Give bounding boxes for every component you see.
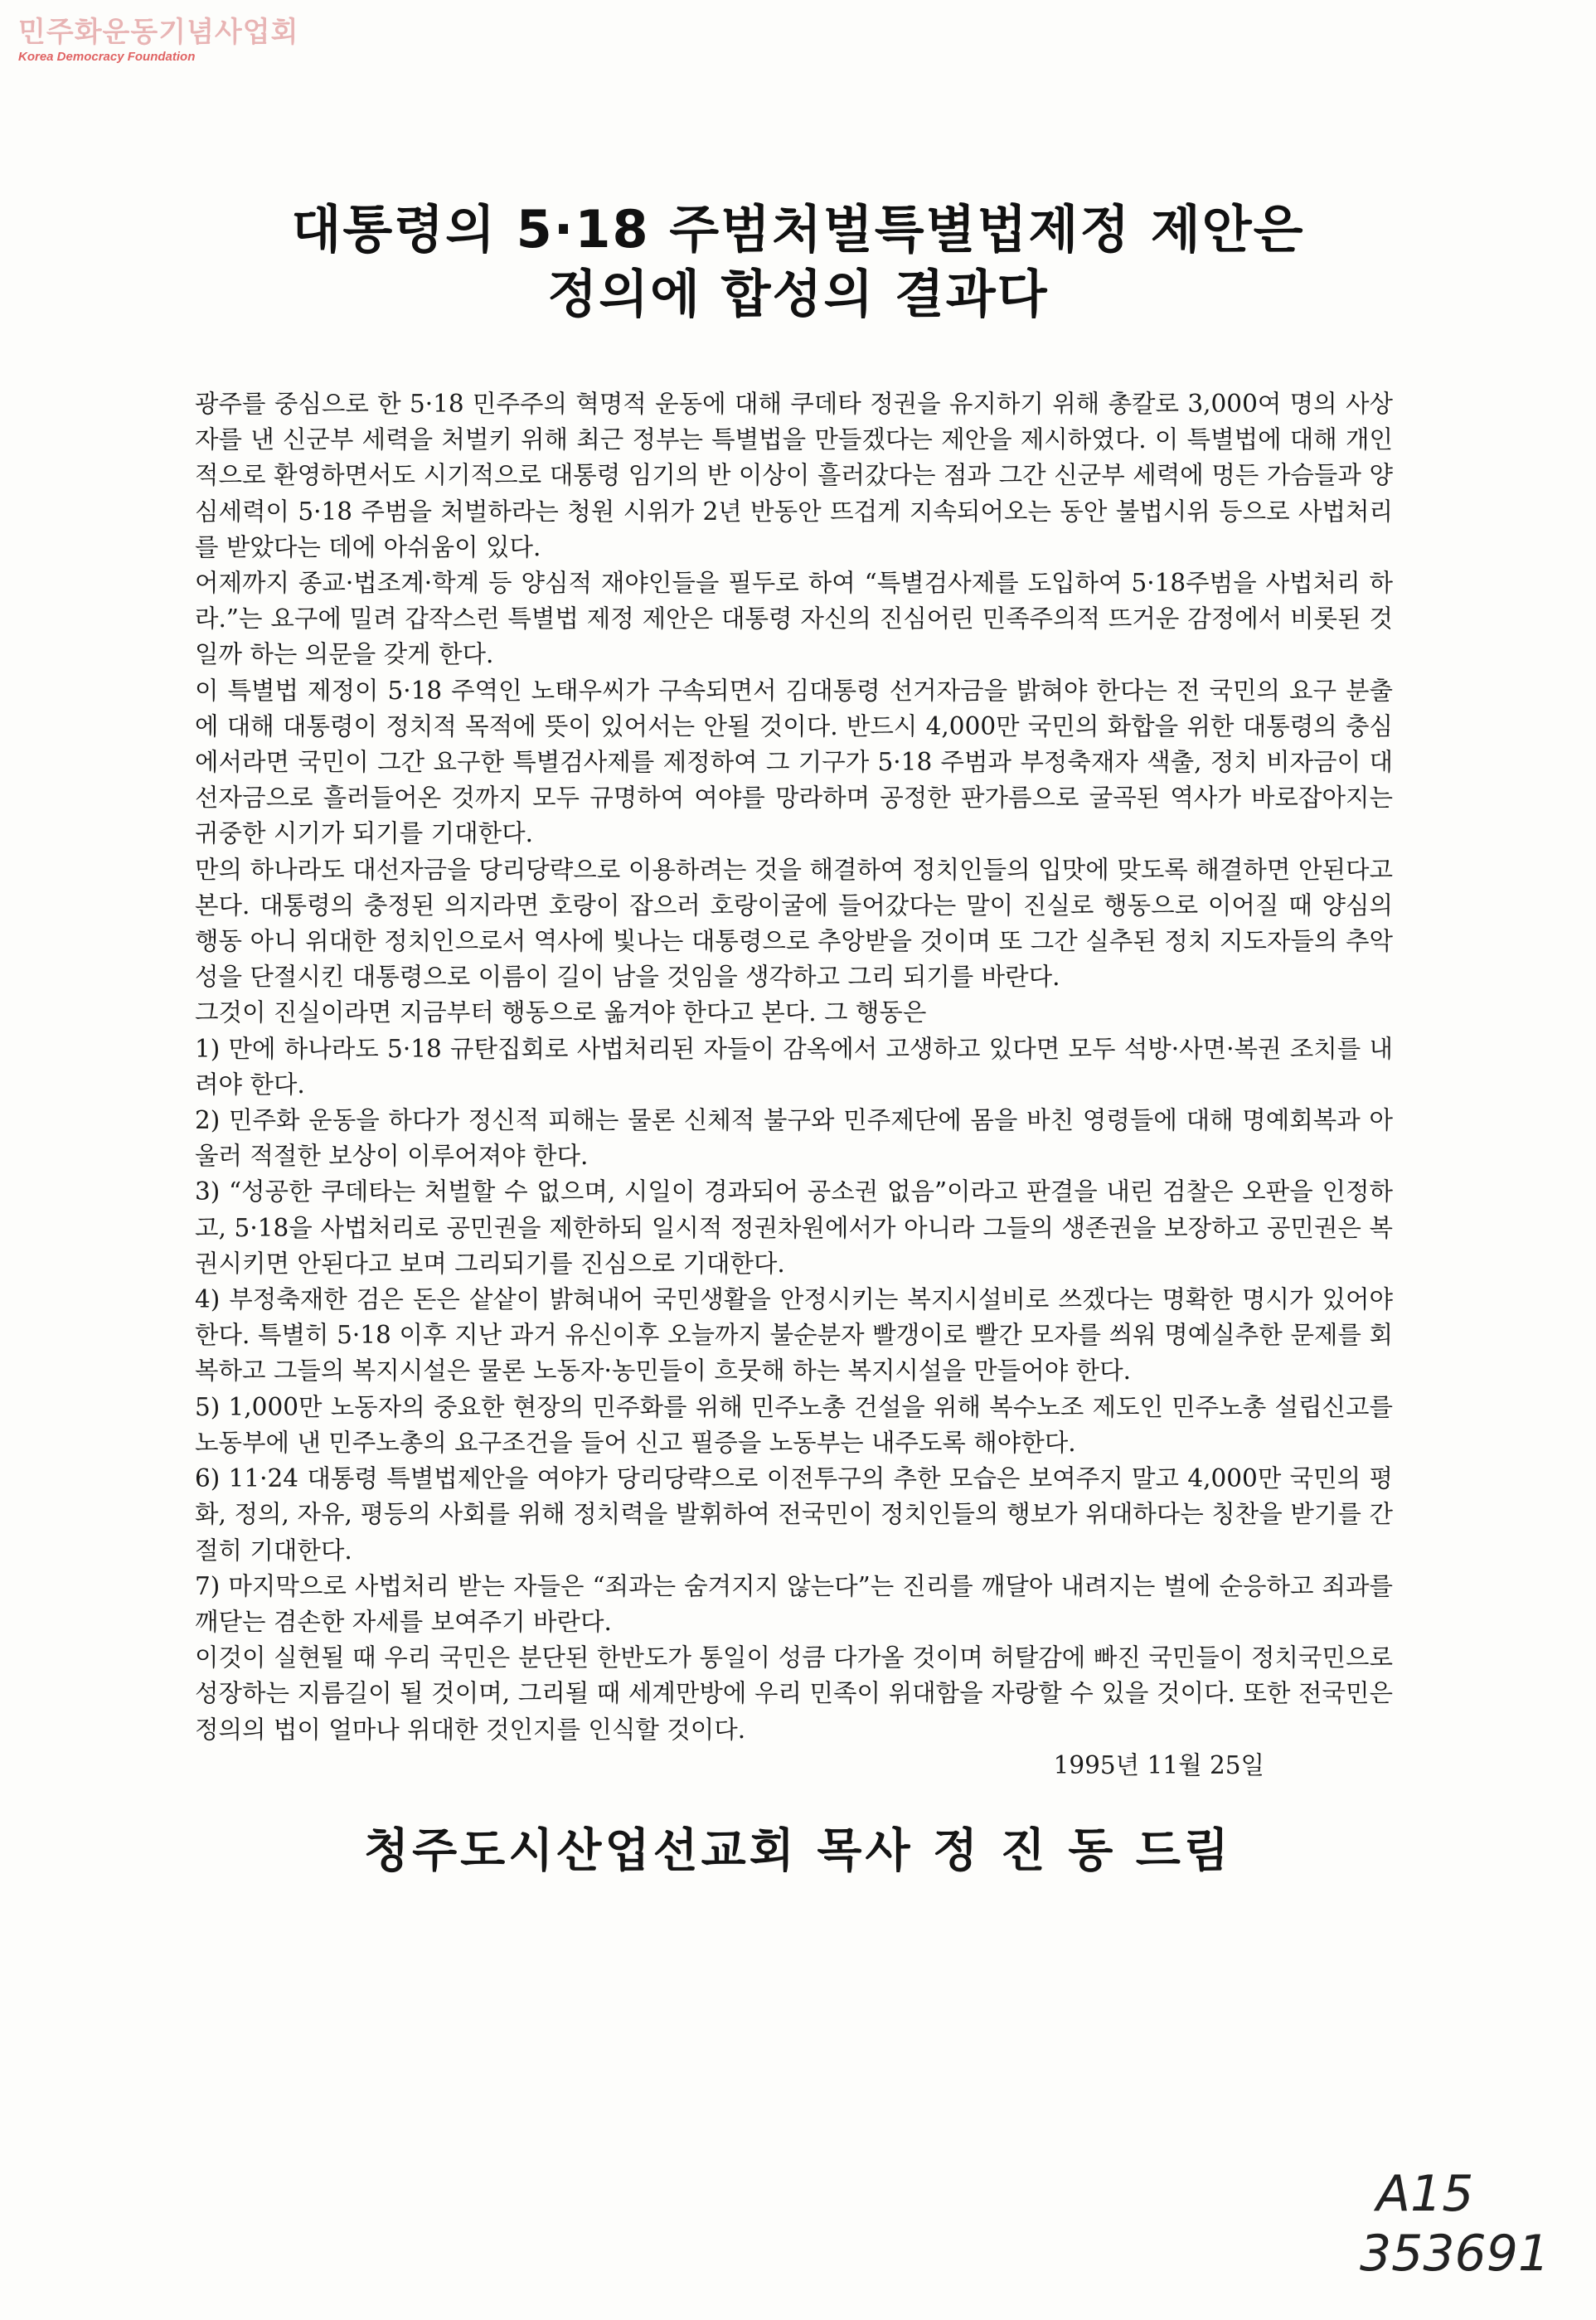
handwritten-annotation xyxy=(1360,2164,1550,2284)
watermark-korean: 민주화운동기념사업회 xyxy=(18,16,299,49)
watermark-english: Korea Democracy Foundation xyxy=(18,50,196,64)
watermark-logo xyxy=(18,15,298,65)
list-item: 2) 민주화 운동을 하다가 정신적 피해는 물론 신체적 불구와 민주제단에 몸을 바친 영령들에 대해 명예회복과 아울러 적절한 보상이 이루어져야 한다. xyxy=(195,1106,1393,1171)
signature-line: 청주도시산업선교회 목사 정 진 동 드림 xyxy=(363,1824,1233,1878)
document-body xyxy=(195,386,1393,1784)
document-date: 1995년 11월 25일 xyxy=(1053,1750,1264,1779)
annotation-line-1: A15 xyxy=(1376,2165,1474,2223)
paragraph: 이 특별법 제정이 5·18 주역인 노태우씨가 구속되면서 김대통령 선거자금을 밝혀야 한다는 전 국민의 요구 분출에 대해 대통령이 정치적 목적에 뜻이 있어서는 안될 것이다. 반드시 4,000만 국민의 화합을 위한 대통령의 충심에서라면 국민이 그간 요구한 특별검사제를 제정하여 그 기구가 5·18 주범과 부정축재자 색출, 정치 비자금이 대선자금으로 흘러들어온 것까지 모두 규명하여 여야를 망라하며 공정한 판가름으로 굴곡된 역사가 바로잡아지는 귀중한 시기가 되기를 기대한다. xyxy=(195,676,1393,848)
list-item: 4) 부정축재한 검은 돈은 샅샅이 밝혀내어 국민생활을 안정시키는 복지시설비로 쓰겠다는 명확한 명시가 있어야 한다. 특별히 5·18 이후 지난 과거 유신이후 오늘까지 불순분자 빨갱이로 빨간 모자를 씌워 명예실추한 문제를 회복하고 그들의 복지시설은 물론 노동자·농민들이 흐뭇해 하는 복지시설을 만들어야 한다. xyxy=(195,1285,1393,1386)
list-item: 7) 마지막으로 사법처리 받는 자들은 “죄과는 숨겨지지 않는다”는 진리를 깨달아 내려지는 벌에 순응하고 죄과를 깨닫는 겸손한 자세를 보여주기 바란다. xyxy=(195,1571,1393,1636)
paragraph: 어제까지 종교·법조계·학계 등 양심적 재야인들을 필두로 하여 “특별검사제를 도입하여 5·18주범을 사법처리 하라.”는 요구에 밀려 갑작스런 특별법 제정 제안은 대통령 자신의 진심어린 민족주의적 뜨거운 감정에서 비롯된 것일까 하는 의문을 갖게 한다. xyxy=(195,569,1393,669)
paragraph: 그것이 진실이라면 지금부터 행동으로 옮겨야 한다고 본다. 그 행동은 xyxy=(195,998,927,1027)
document-title xyxy=(0,197,1596,327)
list-item: 1) 만에 하나라도 5·18 규탄집회로 사법처리된 자들이 감옥에서 고생하고 있다면 모두 석방·사면·복권 조치를 내려야 한다. xyxy=(195,1034,1393,1099)
paragraph: 만의 하나라도 대선자금을 당리당략으로 이용하려는 것을 해결하여 정치인들의 입맛에 맞도록 해결하면 안된다고 본다. 대통령의 충정된 의지라면 호랑이 잡으러 호랑이굴에 들어갔다는 말이 진실로 행동으로 이어질 때 양심의 행동 아니 위대한 정치인으로서 역사에 빛나는 대통령으로 추앙받을 것이며 또 그간 실추된 정치 지도자들의 추악성을 단절시킨 대통령으로 이름이 길이 남을 것임을 생각하고 그리 되기를 바란다. xyxy=(195,855,1393,992)
paragraph: 광주를 중심으로 한 5·18 민주주의 혁명적 운동에 대해 쿠데타 정권을 유지하기 위해 총칼로 3,000여 명의 사상자를 낸 신군부 세력을 처벌키 위해 최근 정부는 특별법을 만들겠다는 제안을 제시하였다. 이 특별법에 대해 개인적으로 환영하면서도 시기적으로 대통령 임기의 반 이상이 흘러갔다는 점과 그간 신군부 세력에 멍든 가슴들과 양심세력이 5·18 주범을 처벌하라는 청원 시위가 2년 반동안 뜨겁게 지속되어오는 동안 불법시위 등으로 사법처리를 받았다는 데에 아쉬움이 있다. xyxy=(195,390,1393,561)
annotation-line-2: 353691 xyxy=(1360,2225,1550,2283)
list-item: 6) 11·24 대통령 특별법제안을 여야가 당리당략으로 이전투구의 추한 모습은 보여주지 말고 4,000만 국민의 평화, 정의, 자유, 평등의 사회를 위해 정치력을 발휘하여 전국민이 정치인들의 행보가 위대하다는 칭찬을 받기를 간절히 기대한다. xyxy=(195,1464,1393,1565)
paragraph: 이것이 실현될 때 우리 국민은 분단된 한반도가 통일이 성큼 다가올 것이며 허탈감에 빠진 국민들이 정치국민으로 성장하는 지름길이 될 것이며, 그리될 때 세계만방에 우리 민족이 위대함을 자랑할 수 있을 것이다. 또한 전국민은 정의의 법이 얼마나 위대한 것인지를 인식할 것이다. xyxy=(195,1643,1393,1744)
list-item: 5) 1,000만 노동자의 중요한 현장의 민주화를 위해 민주노총 건설을 위해 복수노조 제도인 민주노총 설립신고를 노동부에 낸 민주노총의 요구조건을 들어 신고 필증을 노동부는 내주도록 해야한다. xyxy=(195,1392,1393,1457)
title-line-2: 정의에 합성의 결과다 xyxy=(547,264,1049,324)
list-item: 3) “성공한 쿠데타는 처벌할 수 없으며, 시일이 경과되어 공소권 없음”이라고 판결을 내린 검찰은 오판을 인정하고, 5·18을 사법처리로 공민권을 제한하되 일시적 정권차원에서가 아니라 그들의 생존권을 보장하고 공민권은 복권시키면 안된다고 보며 그리되기를 진심으로 기대한다. xyxy=(195,1177,1393,1278)
title-line-1: 대통령의 5·18 주범처벌특별법제정 제안은 xyxy=(291,199,1305,260)
